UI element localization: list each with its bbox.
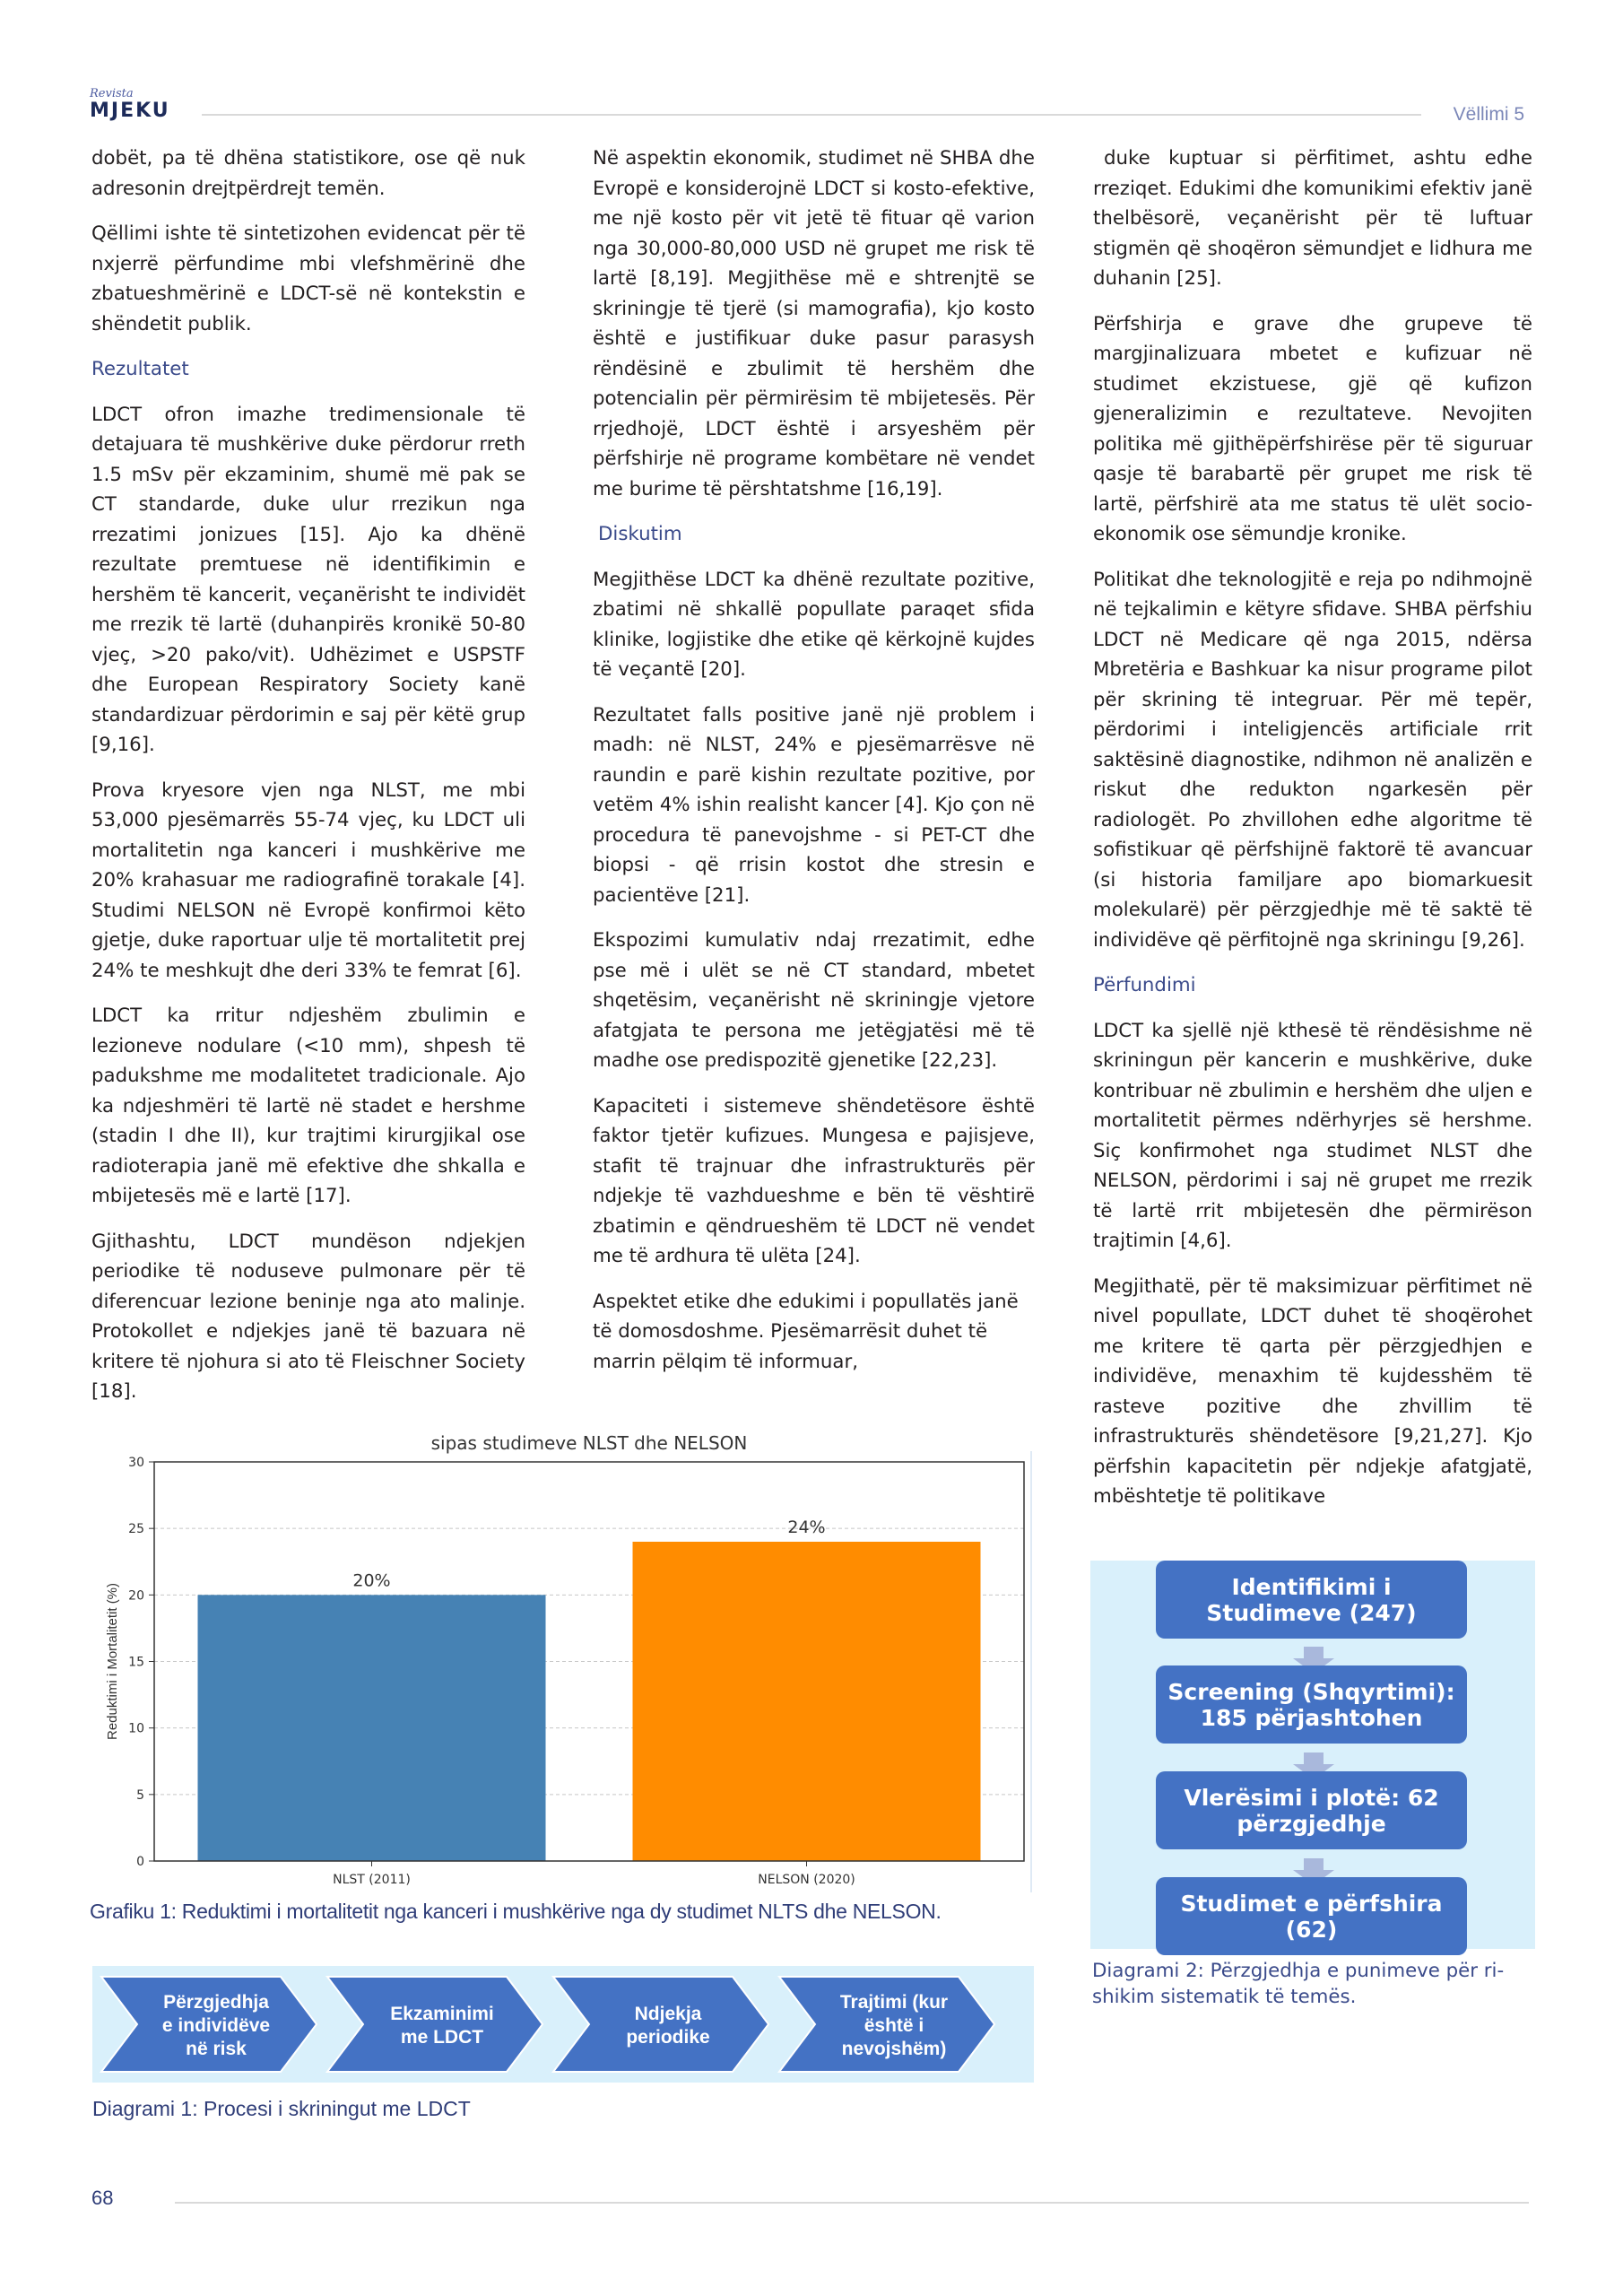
y-tick-label: 0 xyxy=(136,1855,144,1869)
section-heading-results: Rezultatet xyxy=(91,358,189,380)
chevron-step-label: Ndjekja xyxy=(634,2004,702,2024)
header-divider xyxy=(202,114,1421,116)
footer-divider xyxy=(175,2202,1529,2204)
column-1 xyxy=(91,144,525,1422)
journal-logo-name: MJEKU xyxy=(90,100,170,122)
x-tick-label: NELSON (2020) xyxy=(758,1873,855,1887)
chart-caption: Grafiku 1: Reduktimi i mortalitetit nga kanceri i mushkërive nga dy studimet NLTS dhe NELSON. xyxy=(90,1900,942,1923)
chevron-step-label: Ekzaminimi xyxy=(390,2004,494,2024)
diagram-1-caption: Diagrami 1: Procesi i skriningut me LDCT xyxy=(92,2097,471,2120)
paragraph: Qëllimi ishte të sintetizohen evidencat për të nxjerrë përfundime mbi vlefshmërinë dhe zbatueshmërinë e LDCT-së në kontekstin e shëndetit publik. xyxy=(91,222,525,335)
chart-title: sipas studimeve NLST dhe NELSON xyxy=(430,1432,748,1454)
flow-box-identification: Identifikimi i Studimeve (247) xyxy=(1156,1561,1467,1639)
x-tick-label: NLST (2011) xyxy=(333,1873,411,1887)
y-axis-label: Reduktimi i Mortalitetit (%) xyxy=(105,1582,120,1741)
diagram-screening-process xyxy=(92,1966,1034,2083)
paragraph: Kapaciteti i sistemeve shëndetësore është faktor tjetër kufizues. Mungesa e pajisjeve, stafit të trajnuar dhe infrastrukturës për ndjekje të vazhdueshme e bën të vështirë zbatimin e qëndrueshëm të LDCT në vendet me të ardhura të ulëta [24]. xyxy=(593,1094,1035,1267)
chevron-step-2 xyxy=(553,1977,768,2072)
journal-logo xyxy=(90,88,170,122)
paragraph: Aspektet etike dhe edukimi i popullatës janë të domosdoshme. Pjesëmarrësit duhet të marrin pëlqim të informuar, xyxy=(593,1290,1019,1373)
chevron-step-label: nevojshëm) xyxy=(841,2039,947,2059)
chevron-step-label: Trajtimi (kur xyxy=(839,1992,949,2013)
chevron-step-label: në risk xyxy=(186,2039,247,2059)
paragraph: Prova kryesore vjen nga NLST, me mbi 53,000 pjesëmarrës 55-74 vjeç, ku LDCT uli mortalitetin nga kanceri i mushkërive me 20% krahasuar me radiografinë torakale [4]. Studimi NELSON në Evropë konfirmoi këto gjetje, duke raportuar ulje të mortalitetit prej 24% te meshkujt dhe deri 33% te femrat [6]. xyxy=(91,778,525,982)
y-tick-label: 25 xyxy=(128,1522,144,1537)
paragraph: Në aspektin ekonomik, studimet në SHBA dhe Evropë e konsiderojnë LDCT si kosto-efektive, me një kosto për vit jetë të fituar që varion nga 30,000-80,000 USD në grupet me risk të lartë [8,19]. Megjithëse më e shtrenjtë se skriningje të tjerë (si mamografia), kjo kosto është e justifikuar duke pasur parasysh rëndësinë e zbulimit të hershëm dhe potencialin për përmirësim të mbijetesës. Për rrjedhojë, LDCT është i arsyeshëm për përfshirje në programe kombëtare në vendet me burime të përshtatshme [16,19]. xyxy=(593,147,1035,500)
page-number: 68 xyxy=(91,2187,114,2209)
paragraph: Megjithatë, për të maksimizuar përfitimet në nivel popullate, LDCT duhet të shoqërohet me kritere të qarta për përzgjedhjen e individëve, menaxhim të kujdesshëm të rasteve pozitive dhe zhvillim të infrastrukturës shëndetësore [9,21,27]. Kjo përfshin kapacitetin për ndjekje afatgjatë, mbështetje të politikave xyxy=(1093,1274,1532,1508)
flow-box-screening: Screening (Shqyrtimi): 185 përjashtohen xyxy=(1156,1665,1467,1744)
paragraph: Përfshirja e grave dhe grupeve të margjinalizuara mbetet e kufizuar në studimet ekzistuese, gjë që kufizon gjeneralizimin e rezultateve. Nevojiten politika më gjithëpërfshirëse për të siguruar qasje të barabartë për grupet me risk të lartë, përfshirë ata me status të ulët socio-ekonomik ose sëmundje kronike. xyxy=(1093,312,1532,545)
paragraph: Megjithëse LDCT ka dhënë rezultate pozitive, zbatimi në shkallë popullate paraqet sfida klinike, logjistike dhe etike që kërkojnë kujdes të veçantë [20]. xyxy=(593,568,1035,681)
bar-chart xyxy=(90,1432,1033,1897)
section-heading-conclusion: Përfundimi xyxy=(1093,974,1196,996)
paragraph: Ekspozimi kumulativ ndaj rrezatimit, edhe pse më i ulët se në CT standard, mbetet shqetësim, veçanërisht në skriningje vjetore afatgjata te persona me jetëgjatësi më të madhe ose predispozitë gjenetike [22,23]. xyxy=(593,929,1035,1072)
paragraph: dobët, pa të dhëna statistikore, ose që nuk adresonin drejtpërdrejt temën. xyxy=(91,147,525,200)
chevron-step-1 xyxy=(327,1977,542,2072)
y-tick-label: 20 xyxy=(128,1588,144,1604)
bar-1 xyxy=(633,1542,981,1861)
flow-box-full-assessment: Vlerësimi i plotë: 62 përzgjedhje xyxy=(1156,1771,1467,1849)
volume-label: Vëllimi 5 xyxy=(1453,104,1524,125)
paragraph: duke kuptuar si përfitimet, ashtu edhe rreziqet. Edukimi dhe komunikimi efektiv janë thelbësorë, veçanërisht për të luftuar stigmën që shoqëron sëmundjet e lidhura me duhanin [25]. xyxy=(1093,147,1532,290)
y-tick-label: 30 xyxy=(128,1456,144,1470)
journal-logo-small: Revista xyxy=(90,87,134,100)
column-2 xyxy=(593,144,1035,1392)
chevron-step-label: Përzgjedhja xyxy=(163,1992,269,2013)
paragraph: Gjithashtu, LDCT mundëson ndjekjen periodike të noduseve pulmonare për të diferencuar lezione beninje nga ato malinje. Protokollet e ndjekjes janë të bazuara në kritere të njohura si ato të Fleischner Society [18]. xyxy=(91,1230,525,1403)
paragraph: LDCT ofron imazhe tredimensionale të detajuara të mushkërive duke përdorur rreth 1.5 mSv për ekzaminim, shumë më pak se CT standarde, duke ulur rrezikun nga rrezatimi jonizues [15]. Ajo ka dhënë rezultate premtuese në identifikimin e hershëm të kancerit, veçanërisht te individët me rrezik të lartë (duhanpirës kronikë 50-80 vjeç, >20 pako/vit). Udhëzimet e USPSTF dhe European Respiratory Society kanë standardizuar përdorimin e saj për këtë grup [9,16]. xyxy=(91,403,525,756)
paragraph: LDCT ka rritur ndjeshëm zbulimin e lezioneve nodulare (<10 mm), shpesh të padukshme me modalitetet tradicionale. Ajo ka ndjeshmëri të lartë në stadet e hershme (stadin I dhe II), kur trajtimi kirurgjikal ose radioterapia janë më efektive dhe shkalla e mbijetesës më e lartë [17]. xyxy=(91,1004,525,1207)
chevron-step-label: me LDCT xyxy=(400,2027,484,2048)
chevron-step-label: e individëve xyxy=(161,2015,271,2036)
paragraph: Rezultatet falls positive janë një problem i madh: në NLST, 24% e pjesëmarrësve në raundin e parë kishin rezultate pozitive, por vetëm 4% ishin realisht kancer [4]. Kjo çon në procedura të panevojshme - si PET-CT dhe biopsi - që rrisin kostot dhe stresin e pacientëve [21]. xyxy=(593,703,1035,907)
chevron-step-label: periodike xyxy=(626,2027,710,2048)
bar-chart-svg xyxy=(90,1432,1033,1897)
paragraph: LDCT ka sjellë një kthesë të rëndësishme në skriningun për kancerin e mushkërive, duke kontribuar në zbulimin e hershëm dhe uljen e mortalitetit përmes ndërhyrjes së hershme. Siç konfirmohet nga studimet NLST dhe NELSON, përdorimi i saj në grupet me rrezik të lartë rrit mbijetesën dhe përmirëson trajtimin [4,6]. xyxy=(1093,1019,1532,1252)
diagram-study-selection xyxy=(1090,1561,1535,1949)
paragraph: Politikat dhe teknologjitë e reja po ndihmojnë në tejkalimin e këtyre sfidave. SHBA përfshiu LDCT në Medicare që nga 2015, ndërsa Mbretëria e Bashkuar ka nisur programe pilot për skrining të integruar. Për më tepër, përdorimi i inteligjencës artificiale rrit saktësinë diagnostike, ndihmon në analizën e riskut dhe redukton ngarkesën për radiologët. Po zhvillohen edhe algoritme të sofistikuar që përfshijnë faktorë të avancuar (si historia familjare apo biomarkuesit molekularë) për përzgjedhje më të saktë të individëve që përfitojnë nga skriningu [9,26]. xyxy=(1093,568,1532,952)
chevron-step-label: është i xyxy=(864,2015,924,2036)
diagram-screening-process-svg xyxy=(92,1966,1034,2083)
y-tick-label: 5 xyxy=(136,1787,144,1803)
section-heading-discussion: Diskutim xyxy=(598,523,682,545)
y-tick-label: 15 xyxy=(128,1655,144,1670)
bar-data-label: 20% xyxy=(352,1570,391,1591)
flow-box-included-studies: Studimet e përfshira (62) xyxy=(1156,1877,1467,1955)
bar-0 xyxy=(198,1595,546,1861)
bar-data-label: 24% xyxy=(787,1518,826,1537)
y-tick-label: 10 xyxy=(128,1721,144,1736)
diagram-2-caption: Diagrami 2: Përzgjedhja e punimeve për ri-shikim sistematik të temës. xyxy=(1092,1960,1505,2008)
column-3 xyxy=(1093,144,1532,1527)
